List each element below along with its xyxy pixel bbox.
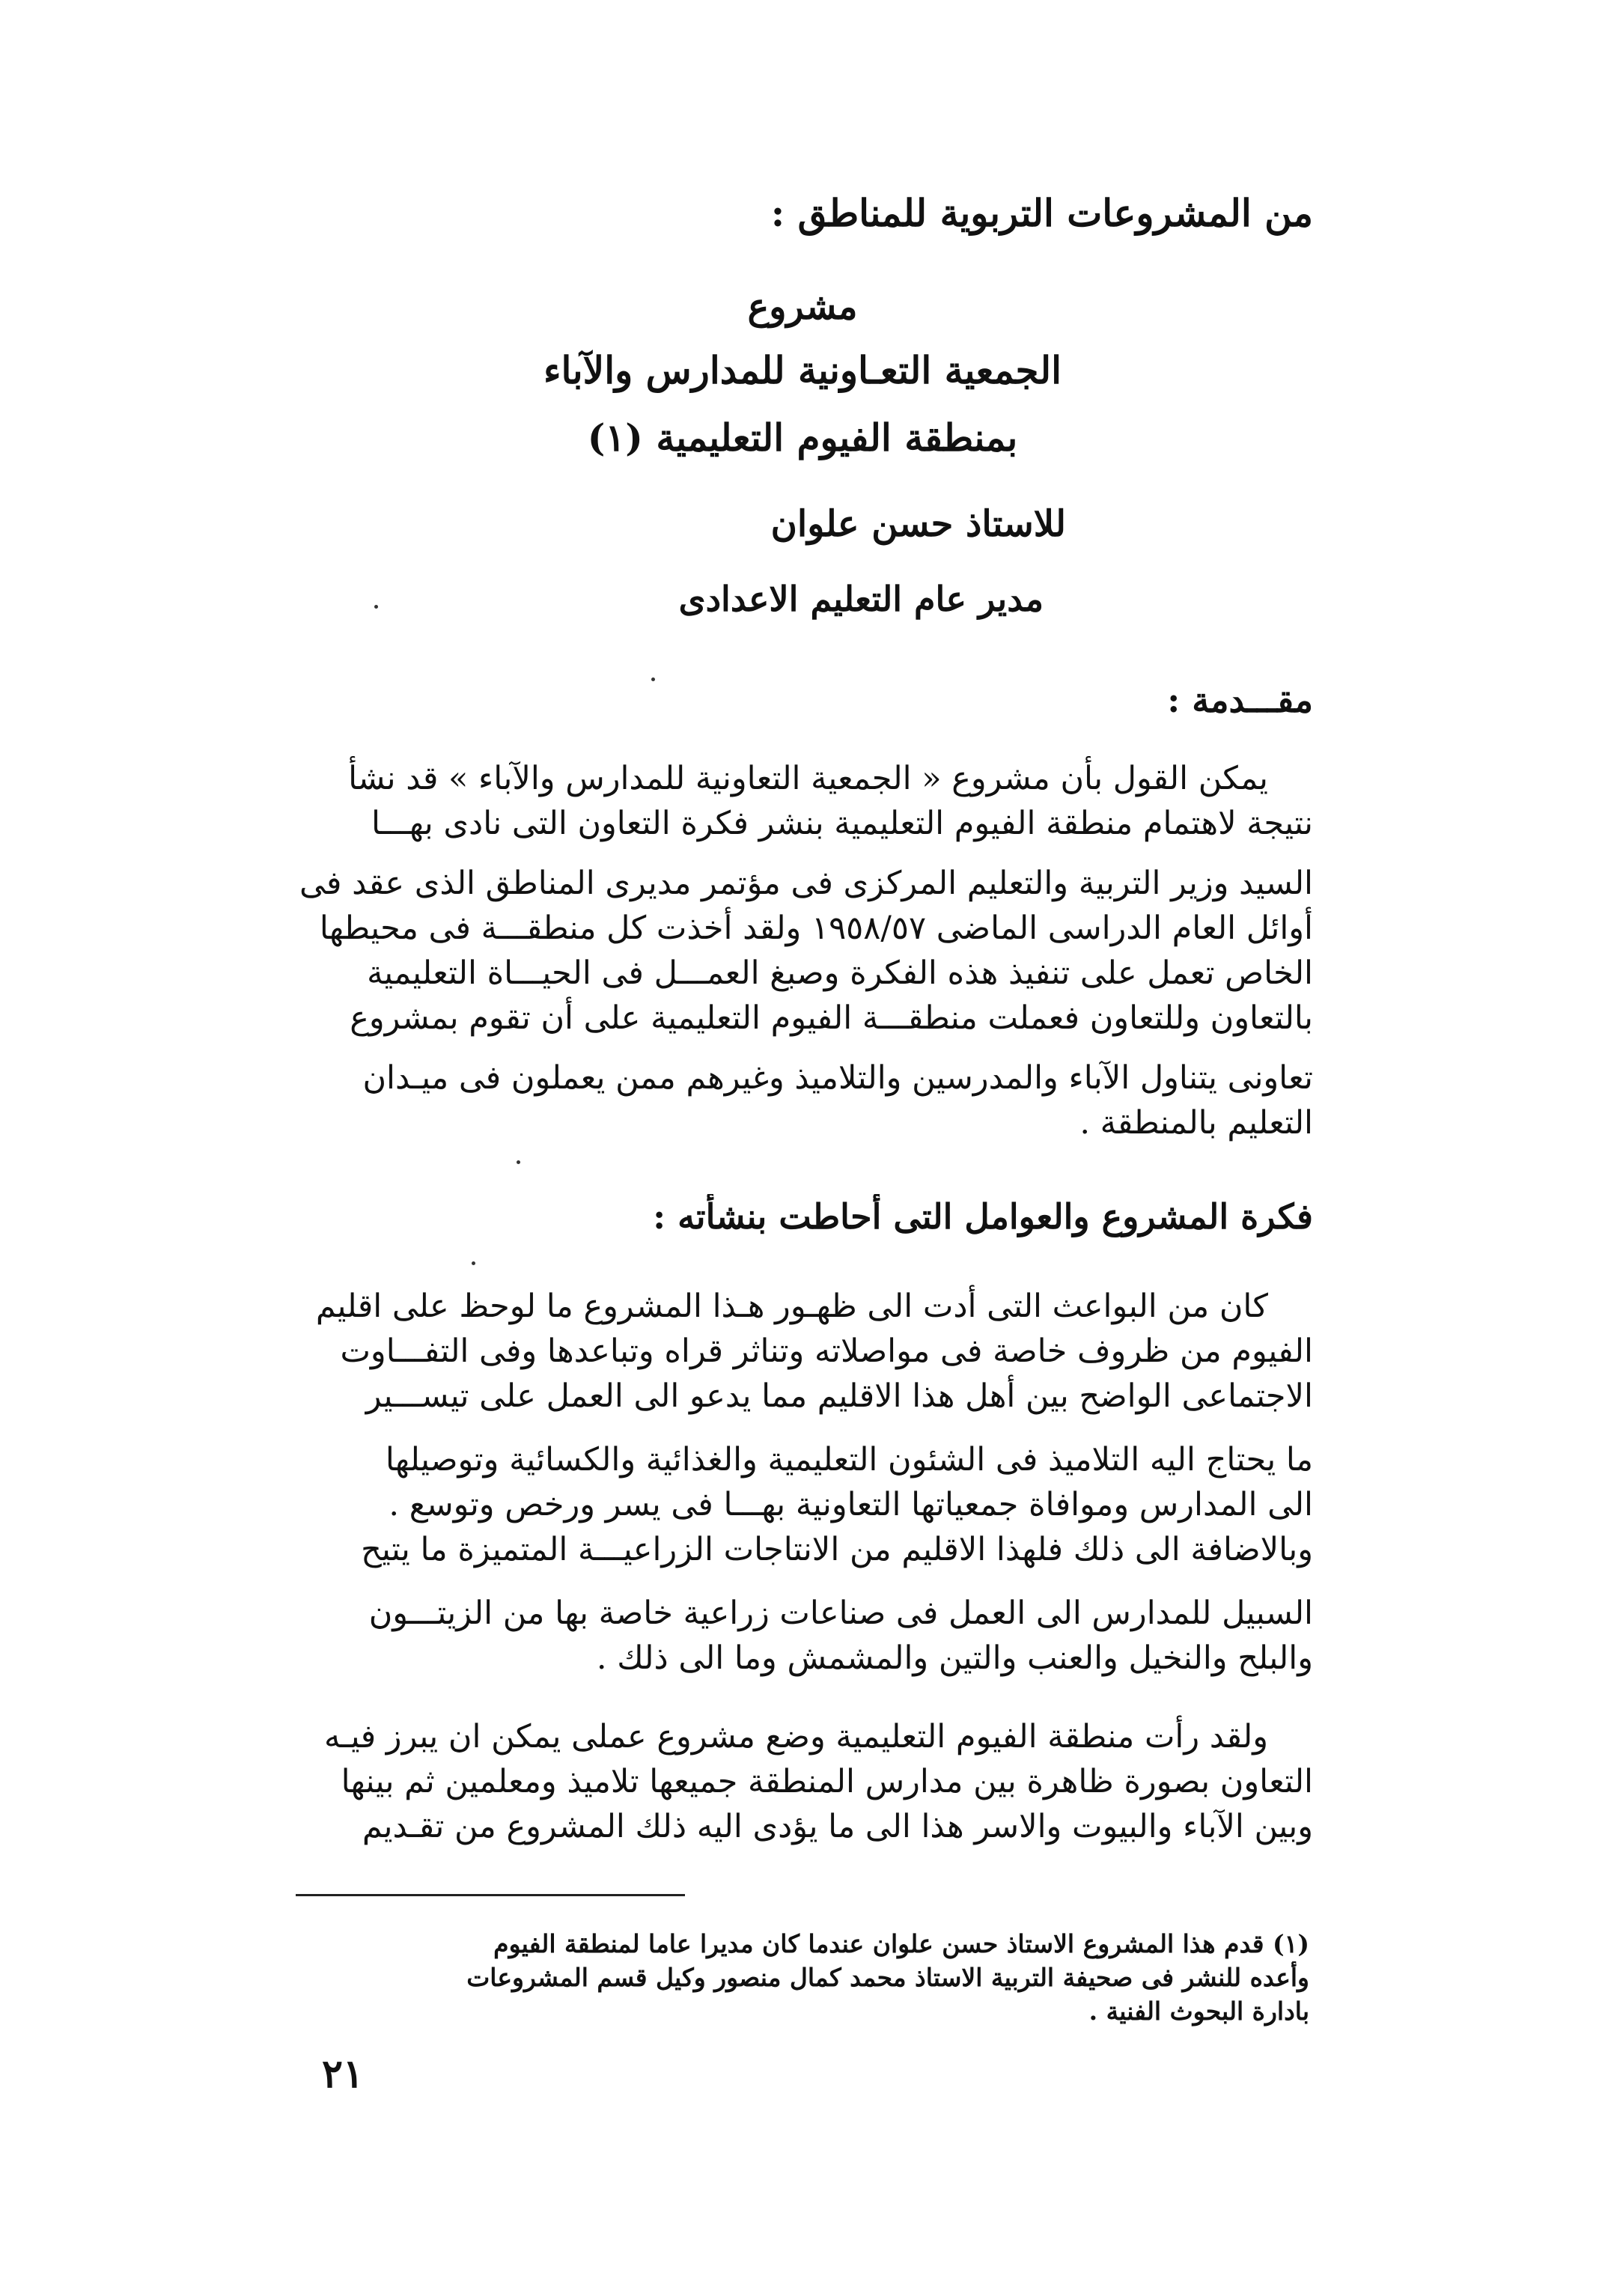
paragraph-line: الخاص تعمل على تنفيذ هذه الفكرة وصبغ العمـــل فى الحيـــاة التعليمية [367,954,1313,992]
footnote-line: وأعده للنشر فى صحيفة التربية الاستاذ محمد كمال منصور وكيل قسم المشروعات [466,1963,1309,1992]
footnote-separator [296,1894,685,1896]
scan-speck [374,605,378,609]
paragraph-line: تعاونى يتناول الآباء والمدرسين والتلاميذ وغيرهم ممن يعملون فى ميـدان [362,1059,1313,1097]
section-heading-project-idea: فكرة المشروع والعوامل التى أحاطت بنشأته : [653,1196,1313,1237]
title-word: مشروع [747,286,858,328]
paragraph-line: السبيل للمدارس الى العمل فى صناعات زراعية خاصة بها من الزيتـــون [368,1595,1313,1632]
paragraph-line: وبالاضافة الى ذلك فلهذا الاقليم من الانتاجات الزراعيـــة المتميزة ما يتيح [361,1531,1313,1568]
paragraph-line: ولقد رأت منطقة الفيوم التعليمية وضع مشروع عملى يمكن ان يبرز فيـه [323,1718,1268,1756]
paragraph-line: نتيجة لاهتمام منطقة الفيوم التعليمية بنشر فكرة التعاون التى نادى بهـــا [371,805,1313,842]
paragraph-line: يمكن القول بأن مشروع « الجمعية التعاونية للمدارس والآباء » قد نشأ [348,760,1268,797]
scan-speck [472,1261,475,1265]
title-line-3: بمنطقة الفيوم التعليمية (١) [587,415,1018,460]
scan-speck [651,677,655,681]
footnote-line: بادارة البحوث الفنية . [1088,1997,1309,2026]
paragraph-line: الاجتماعى الواضح بين أهل هذا الاقليم مما يدعو الى العمل على تيســـير [365,1377,1313,1415]
paragraph-line: التعليم بالمنطقة . [1079,1104,1313,1142]
footnote-line: (١) قدم هذا المشروع الاستاذ حسن علوان عندما كان مديرا عاما لمنطقة الفيوم [493,1929,1309,1958]
paragraph-line: كان من البواعث التى أدت الى ظهـور هـذا المشروع ما لوحظ على اقليم [315,1288,1268,1325]
paragraph-line: التعاون بصورة ظاهرة بين مدارس المنطقة جميعها تلاميذ ومعلمين ثم بينها [341,1763,1313,1800]
paragraph-line: الفيوم من ظروف خاصة فى مواصلاته وتناثر قراه وتباعدها وفى التفـــاوت [340,1333,1313,1370]
scan-speck [517,1160,520,1164]
paragraph-line: والبلح والنخيل والعنب والتين والمشمش وما الى ذلك . [596,1639,1313,1677]
page-number: ٢١ [322,2051,364,2097]
paragraph-line: السيد وزير التربية والتعليم المركزى فى مؤتمر مديرى المناطق الذى عقد فى [299,865,1313,902]
author-role: مدير عام التعليم الاعدادى [678,579,1044,619]
paragraph-line: الى المدارس وموافاة جمعياتها التعاونية بهـــا فى يسر ورخص وتوسع . [389,1486,1313,1523]
author-name: للاستاذ حسن علوان [770,503,1066,545]
section-heading-introduction: مقـــدمة : [1167,680,1313,720]
paragraph-line: أوائل العام الدراسى الماضى ١٩٥٨/٥٧ ولقد أخذت كل منطقـــة فى محيطها [319,910,1313,947]
paragraph-line: وبين الآباء والبيوت والاسر هذا الى ما يؤدى اليه ذلك المشروع من تقـديم [362,1808,1313,1845]
paragraph-line: بالتعاون وللتعاون فعملت منطقـــة الفيوم التعليمية على أن تقوم بمشروع [350,999,1313,1037]
paragraph-line: ما يحتاج اليه التلاميذ فى الشئون التعليمية والغذائية والكسائية وتوصيلها [385,1441,1313,1479]
title-line-2: الجمعية التعـاونية للمدارس والآباء [543,348,1062,392]
series-heading: من المشروعات التربوية للمناطق : [770,191,1313,235]
